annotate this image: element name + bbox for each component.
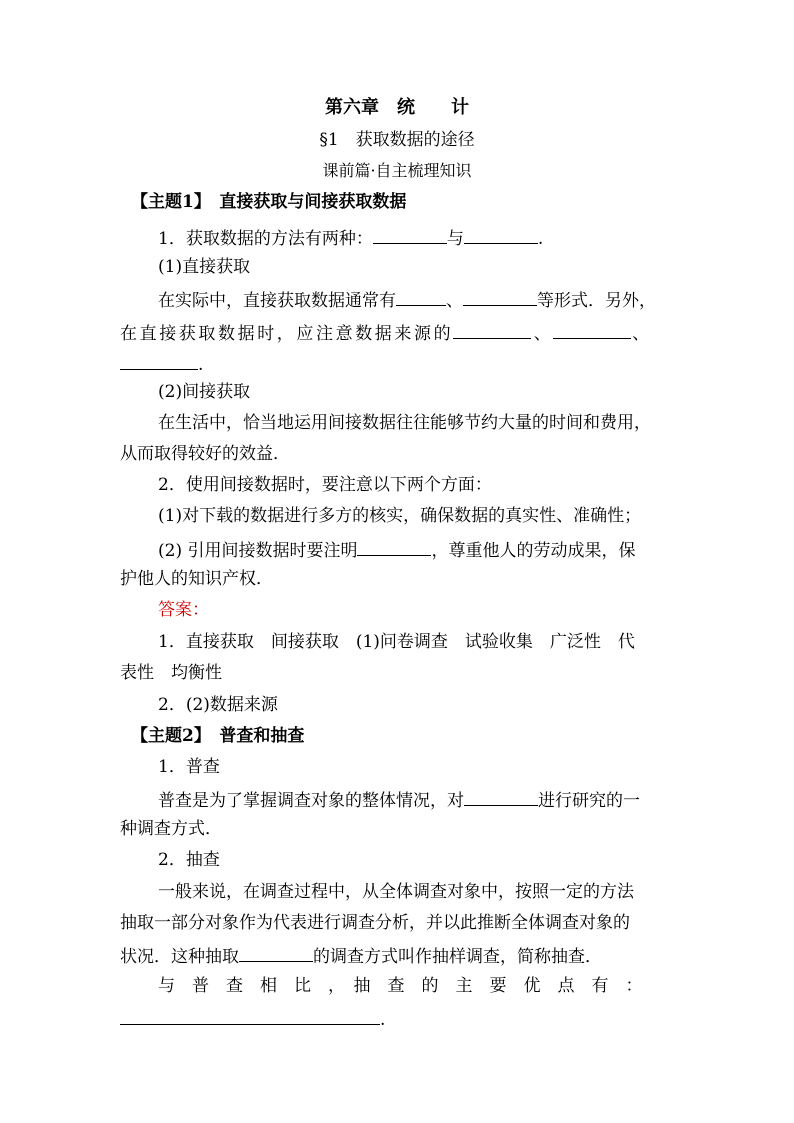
s2-paragraph-line1: 一般来说，在调查过程中，从全体调查对象中，按照一定的方法 — [158, 882, 634, 902]
sub2-title: (2)间接获取 — [158, 382, 251, 402]
text-span: 状况．这种抽取 — [120, 947, 239, 967]
answer-blank — [453, 320, 531, 339]
answer-label: 答案： — [158, 600, 209, 620]
text-span: 、 — [446, 291, 463, 311]
s2-title: 2．抽查 — [158, 850, 220, 870]
answer-blank — [396, 287, 446, 306]
answer-line2: 表性 均衡性 — [120, 663, 222, 683]
text-span: . — [198, 355, 204, 375]
sub1-paragraph-line2 — [120, 320, 676, 345]
q1-prefix: 1．获取数据的方法有两种： — [158, 229, 373, 249]
topic2-title: 【主题2】 普查和抽查 — [131, 726, 305, 746]
sub1-title: (1)直接获取 — [158, 257, 251, 277]
part-subtitle: 课前篇·自主梳理知识 — [322, 161, 472, 180]
text-span: 、 — [632, 324, 650, 344]
topic1-q1 — [158, 225, 676, 250]
answer-blank — [120, 1006, 380, 1025]
sub1-paragraph-line1 — [158, 287, 676, 312]
text-span: ，尊重他人的劳动成果，保 — [431, 541, 636, 561]
text-span: (2) 引用间接数据时要注明 — [158, 541, 358, 561]
text-span: 在直接获取数据时，应注意数据来源的 — [120, 324, 454, 344]
s1-title: 1．普查 — [158, 757, 220, 777]
section-title: §1 获取数据的途径 — [319, 130, 475, 150]
s1-paragraph-line1 — [158, 787, 676, 812]
answer-blank — [373, 225, 447, 244]
q2-item2-line1 — [158, 537, 676, 562]
sub1-paragraph-line3 — [120, 351, 676, 376]
answer-blank — [464, 225, 538, 244]
answer-line1: 1．直接获取 间接获取 (1)问卷调查 试验收集 广泛性 代 — [158, 632, 635, 652]
q2-title: 2．使用间接数据时，要注意以下两个方面： — [158, 475, 492, 495]
text-span: 、 — [533, 324, 551, 344]
q1-suffix: . — [537, 229, 544, 249]
text-span: 在实际中，直接获取数据通常有 — [158, 291, 396, 311]
answer-blank — [239, 943, 313, 962]
sub2-paragraph-line1: 在生活中，恰当地运用间接数据往往能够节约大量的时间和费用， — [158, 413, 651, 433]
text-span: . — [380, 1010, 386, 1030]
text-span: 普查是为了掌握调查对象的整体情况，对 — [158, 791, 464, 811]
answer-blank — [120, 351, 198, 370]
q2-item2-line2: 护他人的知识产权． — [120, 569, 273, 589]
answer-blank — [553, 320, 631, 339]
s2-paragraph-line3 — [120, 943, 676, 968]
text-span: 等形式．另外， — [537, 291, 656, 311]
q2-item1: (1)对下载的数据进行多方的核实，确保数据的真实性、准确性； — [158, 506, 642, 526]
answer-blank — [464, 787, 538, 806]
s2-paragraph-line2: 抽取一部分对象作为代表进行调查分析，并以此推断全体调查对象的 — [120, 913, 630, 933]
topic1-title: 【主题1】 直接获取与间接获取数据 — [131, 192, 407, 212]
answer-line3: 2．(2)数据来源 — [158, 695, 278, 715]
q1-mid: 与 — [446, 229, 464, 249]
answer-blank — [357, 537, 431, 556]
s1-paragraph-line2: 种调查方式． — [120, 819, 222, 839]
s2-paragraph-line4: 与 普 查 相 比 ， 抽 查 的 主 要 优 点 有 ： — [158, 976, 643, 996]
answer-blank — [463, 287, 537, 306]
text-span: 进行研究的一 — [538, 791, 640, 811]
s2-paragraph-line5 — [120, 1006, 676, 1031]
sub2-paragraph-line2: 从而取得较好的效益． — [120, 444, 290, 464]
text-span: 的调查方式叫作抽样调查，简称抽查． — [313, 947, 602, 967]
chapter-title: 第六章 统 计 — [325, 97, 469, 118]
